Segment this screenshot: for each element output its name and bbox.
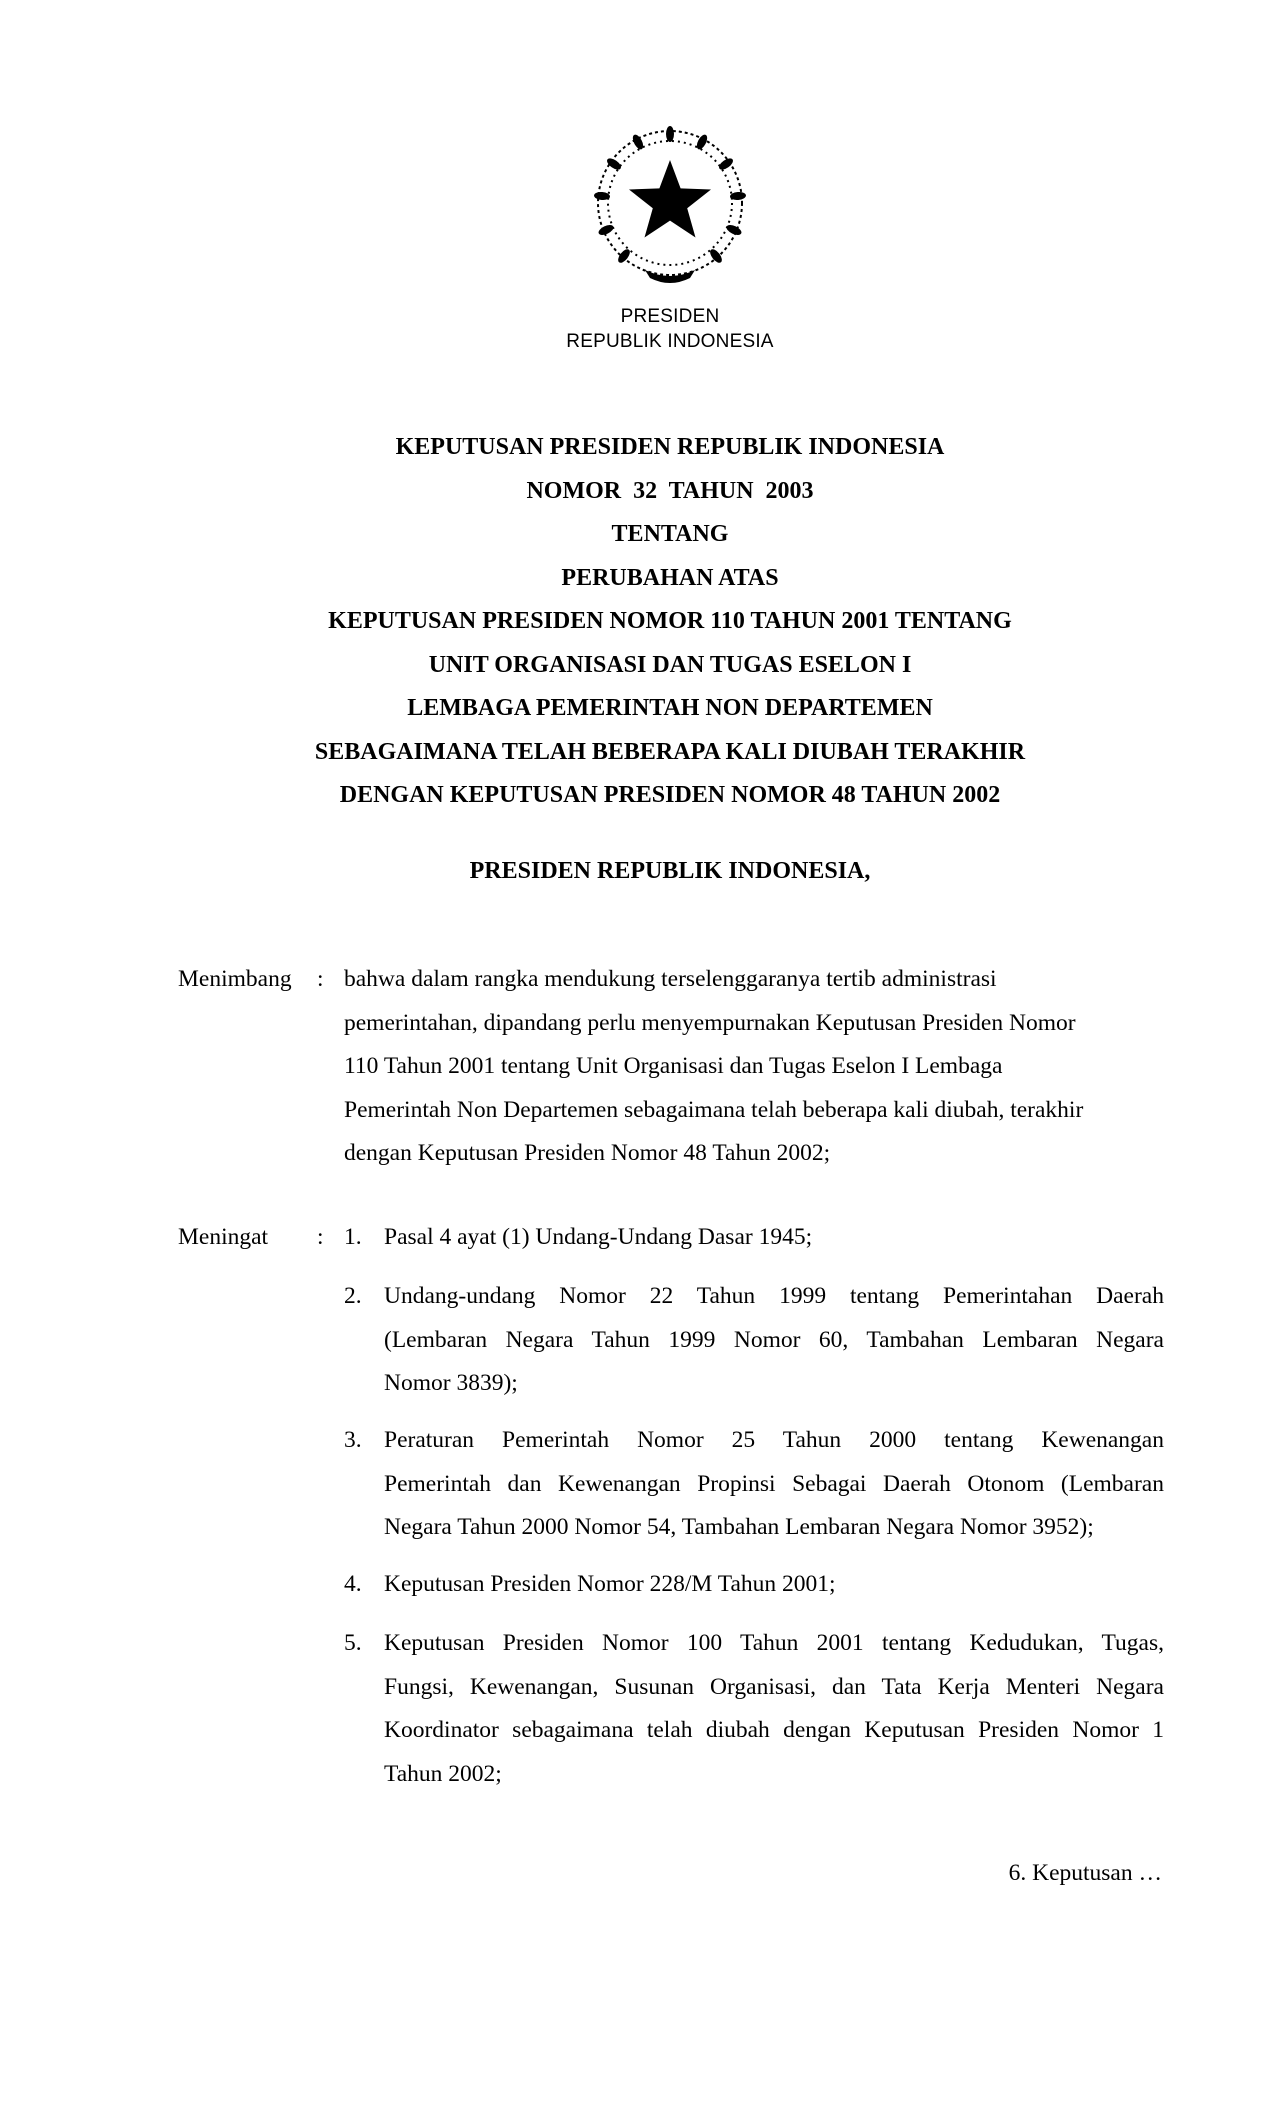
mengingat-item-3: [344, 1419, 1164, 1550]
item-number: 3.: [344, 1427, 362, 1453]
title-line: PERUBAHAN ATAS: [561, 564, 779, 591]
paragraph-line: dengan Keputusan Presiden Nomor 48 Tahun 2002;: [344, 1140, 831, 1166]
item-line: Tahun 2002;: [384, 1760, 502, 1787]
mengingat-item-5: [344, 1622, 1164, 1796]
title-line: NOMOR 32 TAHUN 2003: [526, 477, 814, 504]
office-line-republic: REPUBLIK INDONESIA: [566, 331, 774, 352]
item-line: Pasal 4 ayat (1) Undang-Undang Dasar 1945;: [384, 1224, 813, 1250]
item-number: 1.: [344, 1224, 362, 1250]
president-heading: PRESIDEN REPUBLIK INDONESIA,: [469, 858, 871, 884]
item-line: Negara Tahun 2000 Nomor 54, Tambahan Lembaran Negara Nomor 3952);: [384, 1514, 1094, 1540]
item-number: 2.: [344, 1283, 362, 1309]
mengingat-label: Meningat: [178, 1224, 269, 1250]
menimbang-colon: :: [317, 966, 324, 992]
paragraph-line: bahwa dalam rangka mendukung terselenggaranya tertib administrasi: [344, 966, 997, 992]
item-line: Keputusan Presiden Nomor 228/M Tahun 2001;: [384, 1571, 836, 1597]
garuda-star-emblem-icon: [590, 118, 750, 288]
item-line: Koordinator sebagaimana telah diubah dengan Keputusan Presiden Nomor 1: [384, 1717, 1164, 1743]
decree-title: [0, 426, 1276, 818]
item-line: Undang-undang Nomor 22 Tahun 1999 tentang Pemerintahan Daerah: [384, 1283, 1164, 1309]
item-number: 4.: [344, 1571, 362, 1597]
item-line: Keputusan Presiden Nomor 100 Tahun 2001 tentang Kedudukan, Tugas,: [384, 1630, 1164, 1656]
mengingat-item-4: [344, 1563, 1164, 1607]
title-line: DENGAN KEPUTUSAN PRESIDEN NOMOR 48 TAHUN 2002: [339, 782, 1001, 808]
office-line-president: PRESIDEN: [620, 306, 720, 327]
title-line: KEPUTUSAN PRESIDEN REPUBLIK INDONESIA: [395, 434, 945, 460]
item-line: Pemerintah dan Kewenangan Propinsi Sebagai Daerah Otonom (Lembaran: [384, 1470, 1164, 1497]
title-line: LEMBAGA PEMERINTAH NON DEPARTEMEN: [407, 695, 933, 721]
title-line: TENTANG: [611, 521, 729, 547]
item-number: 5.: [344, 1630, 362, 1656]
title-line: KEPUTUSAN PRESIDEN NOMOR 110 TAHUN 2001 TENTANG: [328, 608, 1012, 634]
menimbang-label: Menimbang: [178, 966, 292, 992]
item-line: (Lembaran Negara Tahun 1999 Nomor 60, Tambahan Lembaran Negara: [384, 1326, 1164, 1353]
item-line: Fungsi, Kewenangan, Susunan Organisasi, dan Tata Kerja Menteri Negara: [384, 1673, 1164, 1700]
mengingat-item-2: [344, 1275, 1164, 1406]
item-line: Nomor 3839);: [384, 1370, 518, 1396]
paragraph-line: Pemerintah Non Departemen sebagaimana telah beberapa kali diubah, terakhir: [344, 1096, 1084, 1123]
mengingat-colon: :: [317, 1224, 324, 1250]
item-line: Peraturan Pemerintah Nomor 25 Tahun 2000 tentang Kewenangan: [384, 1427, 1164, 1453]
page-continuation: 6. Keputusan …: [1008, 1860, 1162, 1886]
mengingat-item-1: [344, 1216, 1164, 1260]
paragraph-line: 110 Tahun 2001 tentang Unit Organisasi dan Tugas Eselon I Lembaga: [344, 1053, 1003, 1079]
menimbang-paragraph: [344, 958, 1164, 1176]
title-line: UNIT ORGANISASI DAN TUGAS ESELON I: [428, 651, 912, 678]
title-line: SEBAGAIMANA TELAH BEBERAPA KALI DIUBAH TERAKHIR: [314, 738, 1026, 765]
paragraph-line: pemerintahan, dipandang perlu menyempurnakan Keputusan Presiden Nomor: [344, 1009, 1076, 1036]
